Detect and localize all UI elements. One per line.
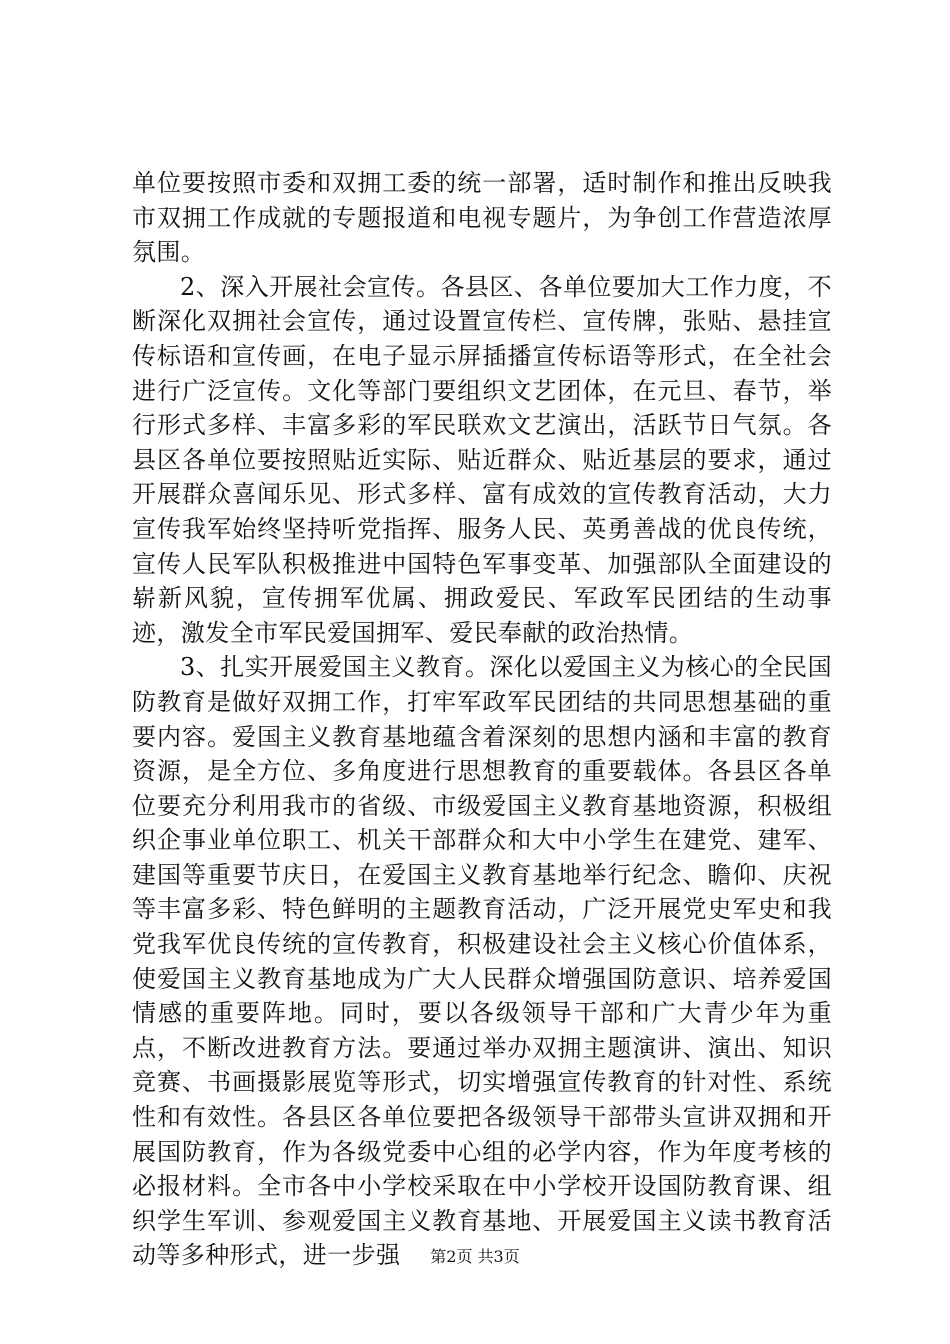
paragraph-patriotic-education: 3、扎实开展爱国主义教育。深化以爱国主义为核心的全民国防教育是做好双拥工作，打牢军政军民团结的共同思想基础的重要内容。爱国主义教育基地蕴含着深刻的思想内涵和丰富的教育资源，是全方位、多角度进行思想教育的重要载体。各县区各单位要充分利用我市的省级、市级爱国主义教育基地资源，积极组织企事业单位职工、机关干部群众和大中小学生在建党、建军、建国等重要节庆日，在爱国主义教育基地举行纪念、瞻仰、庆祝等丰富多彩、特色鲜明的主题教育活动，广泛开展党史军史和我党我军优良传统的宣传教育，积极建设社会主义核心价值体系，使爱国主义教育基地成为广大人民群众增强国防意识、培养爱国情感的重要阵地。同时，要以各级领导干部和广大青少年为重点，不断改进教育方法。要通过举办双拥主题演讲、演出、知识竞赛、书画摄影展览等形式，切实增强宣传教育的针对性、系统性和有效性。各县区各单位要把各级领导干部带头宣讲双拥和开展国防教育，作为各级党委中心组的必学内容，作为年度考核的必报材料。全市各中小学校采取在中小学校开设国防教育课、组织学生军训、参观爱国主义教育基地、开展爱国主义读书教育活动等多种形式，进一步强 [132,653,832,1270]
paragraph-continuation: 单位要按照市委和双拥工委的统一部署，适时制作和推出反映我市双拥工作成就的专题报道和电视专题片，为争创工作营造浓厚氛围。 [132,169,832,267]
paragraph-social-publicity: 2、深入开展社会宣传。各县区、各单位要加大工作力度，不断深化双拥社会宣传，通过设置宣传栏、宣传牌，张贴、悬挂宣传标语和宣传画，在电子显示屏插播宣传标语等形式，在全社会进行广泛宣传。文化等部门要组织文艺团体，在元旦、春节，举行形式多样、丰富多彩的军民联欢文艺演出，活跃节日气氛。各县区各单位要按照贴近实际、贴近群众、贴近基层的要求，通过开展群众喜闻乐见、形式多样、富有成效的宣传教育活动，大力宣传我军始终坚持听党指挥、服务人民、英勇善战的优良传统，宣传人民军队积极推进中国特色军事变革、加强部队全面建设的崭新风貌，宣传拥军优属、拥政爱民、军政军民团结的生动事迹，激发全市军民爱国拥军、爱民奉献的政治热情。 [132,272,832,647]
page-number-footer: 第2页 共3页 [430,1247,520,1266]
document-body [132,166,832,1273]
